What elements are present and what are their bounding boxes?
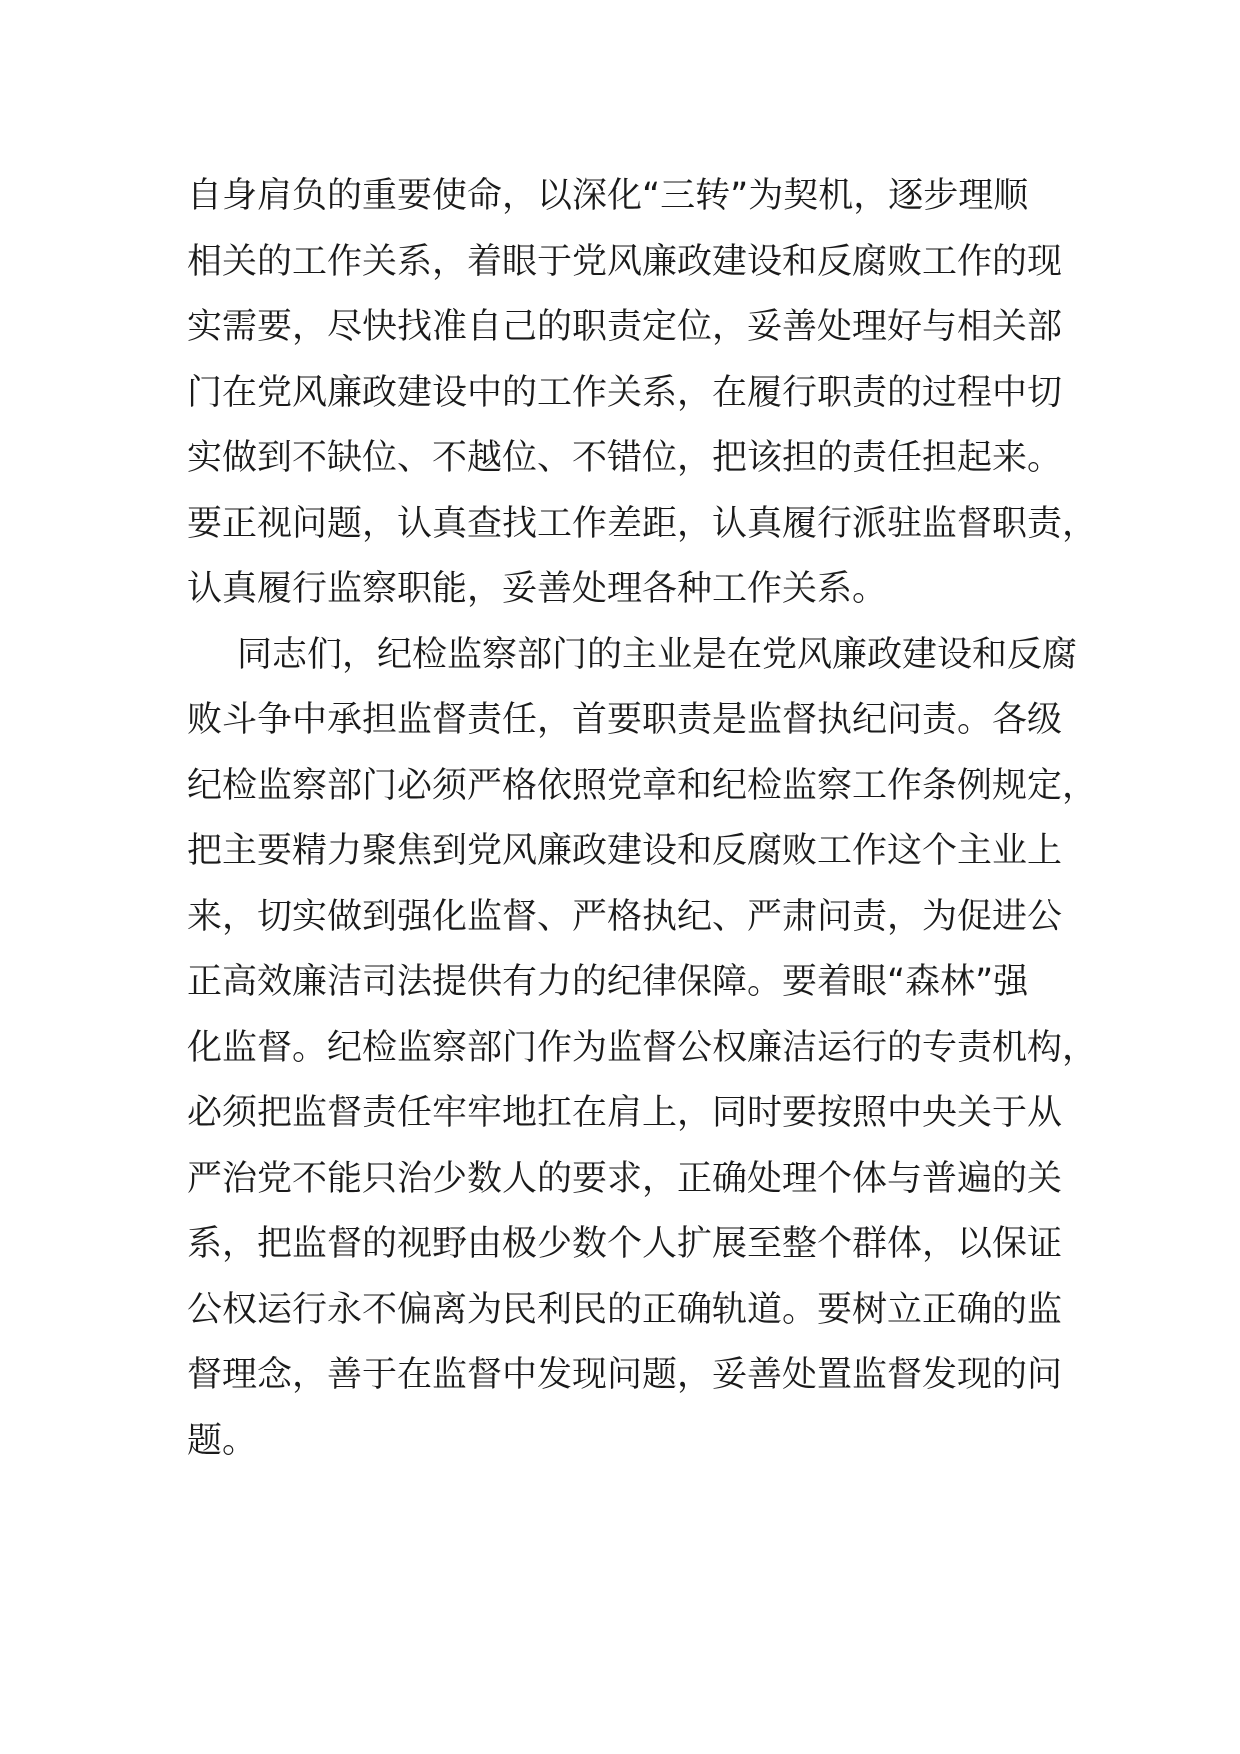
text-line: 系，把监督的视野由极少数个人扩展至整个群体，以保证 [187,1224,1063,1264]
text-line: 纪检监察部门必须严格依照党章和纪检监察工作条例规定， [187,765,1098,806]
text-line: 来，切实做到强化监督、严格执纪、严肃问责，为促进公 [187,896,1063,937]
document-body [187,164,1098,1474]
text-line: 化监督。纪检监察部门作为监督公权廉洁运行的专责机构， [187,1027,1098,1068]
text-line: 正高效廉洁司法提供有力的纪律保障。要着眼“森林”强 [187,962,1029,1002]
text-line-first: 同志们，纪检监察部门的主业是在党风廉政建设和反腐 [237,634,1078,675]
text-line: 自身肩负的重要使命，以深化“三转”为契机，逐步理顺 [187,176,1029,216]
paragraph-2 [187,623,1098,1475]
text-line: 实做到不缺位、不越位、不错位，把该担的责任担起来。 [187,438,1063,478]
text-line: 督理念，善于在监督中发现问题，妥善处置监督发现的问 [187,1355,1063,1395]
text-line: 相关的工作关系，着眼于党风廉政建设和反腐败工作的现 [187,241,1063,282]
text-line: 严治党不能只治少数人的要求，正确处理个体与普遍的关 [187,1158,1063,1199]
text-line: 要正视问题，认真查找工作差距，认真履行派驻监督职责， [187,503,1098,544]
text-line: 败斗争中承担监督责任，首要职责是监督执纪问责。各级 [187,700,1063,740]
text-line: 题。 [187,1420,258,1461]
paragraph-1 [187,164,1098,623]
text-line: 把主要精力聚焦到党风廉政建设和反腐败工作这个主业上 [187,831,1063,871]
text-line: 门在党风廉政建设中的工作关系，在履行职责的过程中切 [187,372,1063,413]
text-line: 必须把监督责任牢牢地扛在肩上，同时要按照中央关于从 [187,1093,1063,1133]
text-line: 公权运行永不偏离为民利民的正确轨道。要树立正确的监 [187,1289,1063,1330]
text-line: 实需要，尽快找准自己的职责定位，妥善处理好与相关部 [187,307,1063,347]
text-line: 认真履行监察职能，妥善处理各种工作关系。 [187,569,888,609]
